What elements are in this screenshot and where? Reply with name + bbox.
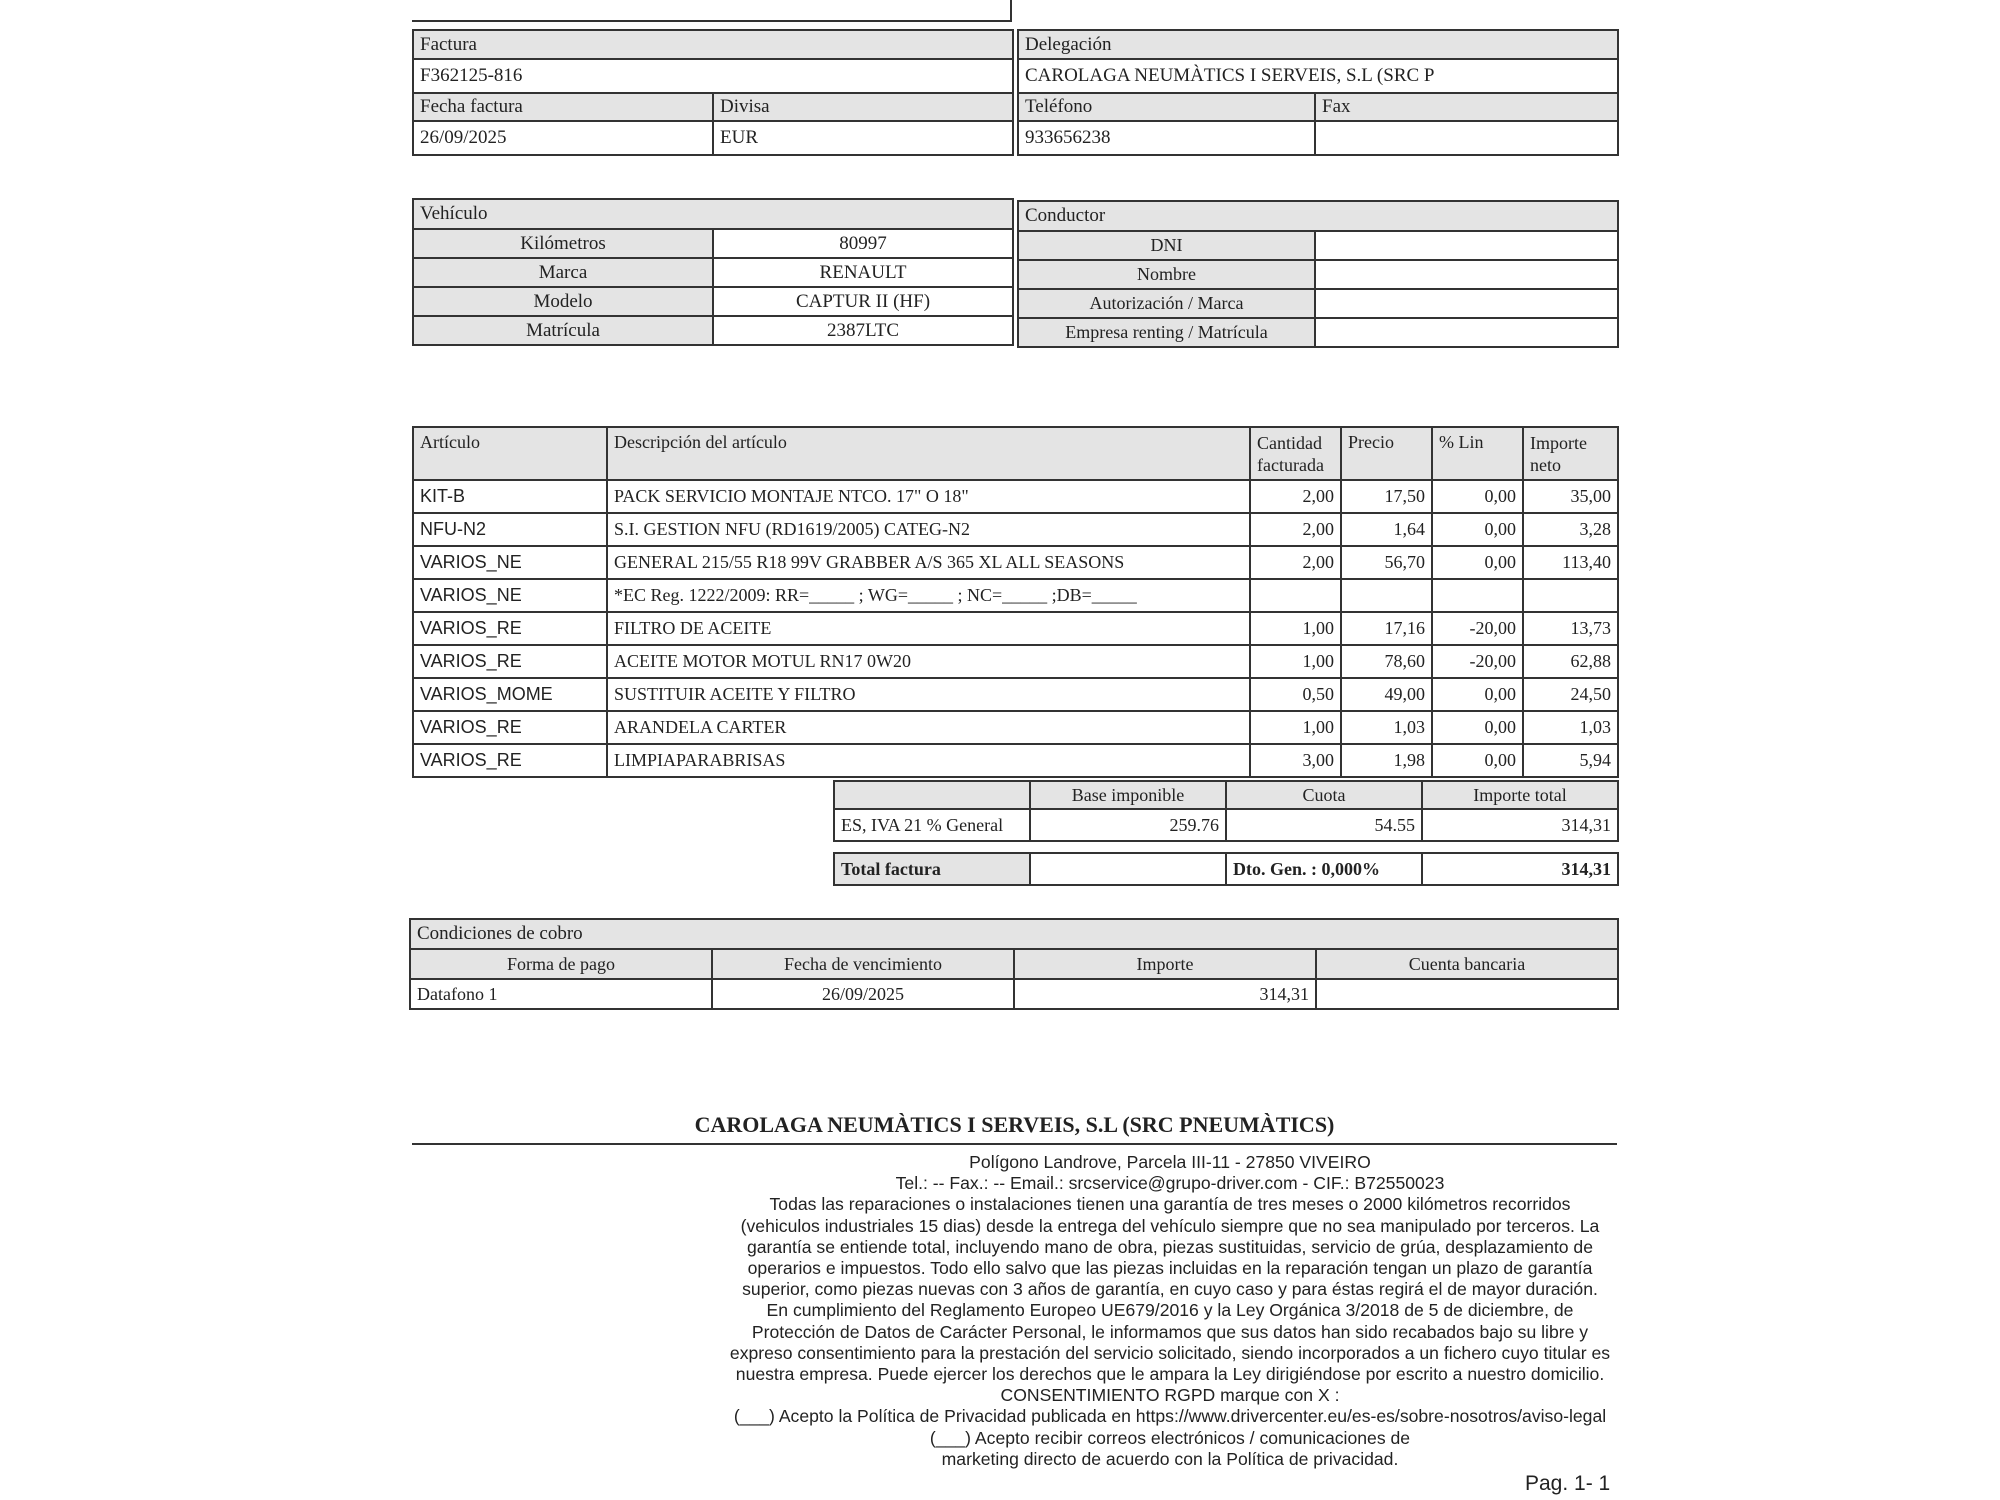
item-descripcion: PACK SERVICIO MONTAJE NTCO. 17" O 18" <box>607 480 1250 513</box>
item-dto: 0,00 <box>1432 513 1523 546</box>
item-articulo: VARIOS_NE <box>413 579 607 612</box>
legal-line: nuestra empresa. Puede ejercer los derechos que le ampara la Ley dirigiéndose por escrito a nuestro domicilio. <box>735 1364 1605 1385</box>
fecha-factura-label: Fecha factura <box>413 93 713 121</box>
header-importe-line2: neto <box>1530 455 1561 475</box>
total-factura-table <box>833 852 1619 886</box>
marca-label: Marca <box>413 258 713 287</box>
delegacion-label: Delegación <box>1018 30 1618 59</box>
item-dto <box>1432 579 1523 612</box>
fax-value <box>1315 121 1618 155</box>
legal-line: garantía se entiende total, incluyendo mano de obra, piezas sustituidas, servicio de grúa, desplazamiento de <box>746 1236 1593 1257</box>
cuenta-bancaria-value <box>1316 979 1618 1009</box>
table-row <box>413 744 1618 777</box>
item-descripcion: LIMPIAPARABRISAS <box>607 744 1250 777</box>
header-cantidad-line1: Cantidad <box>1257 433 1322 453</box>
base-imponible-value: 259.76 <box>1030 809 1226 841</box>
legal-line: (vehiculos industriales 15 dias) desde la entrega del vehículo siempre que no sea manipulado por terceros. La <box>740 1215 1600 1236</box>
fecha-factura-value: 26/09/2025 <box>413 121 713 155</box>
vehiculo-title: Vehículo <box>413 199 1013 229</box>
legal-text <box>715 1152 1625 1470</box>
legal-line: Todas las reparaciones o instalaciones tienen una garantía de tres meses o 2000 kilómetros recorridos <box>769 1194 1571 1215</box>
item-dto: 0,00 <box>1432 678 1523 711</box>
item-importe <box>1523 579 1618 612</box>
table-row <box>413 711 1618 744</box>
item-precio: 1,64 <box>1341 513 1432 546</box>
matricula-value: 2387LTC <box>713 316 1013 345</box>
item-precio: 17,50 <box>1341 480 1432 513</box>
item-importe: 5,94 <box>1523 744 1618 777</box>
tax-label: ES, IVA 21 % General <box>834 809 1030 841</box>
kilometros-value: 80997 <box>713 229 1013 258</box>
importe-total-label: Importe total <box>1422 781 1618 809</box>
item-importe: 1,03 <box>1523 711 1618 744</box>
forma-pago-value: Datafono 1 <box>410 979 712 1009</box>
cuota-value: 54.55 <box>1226 809 1422 841</box>
dni-label: DNI <box>1018 231 1315 260</box>
item-articulo: VARIOS_NE <box>413 546 607 579</box>
item-precio: 78,60 <box>1341 645 1432 678</box>
legal-line: marketing directo de acuerdo con la Política de privacidad. <box>941 1448 1399 1469</box>
header-cantidad <box>1250 427 1341 480</box>
item-precio: 1,98 <box>1341 744 1432 777</box>
invoice-header-table <box>412 29 1014 156</box>
cuenta-bancaria-header: Cuenta bancaria <box>1316 949 1618 979</box>
item-articulo: NFU-N2 <box>413 513 607 546</box>
divisa-label: Divisa <box>713 93 1013 121</box>
item-cantidad: 0,50 <box>1250 678 1341 711</box>
item-precio: 17,16 <box>1341 612 1432 645</box>
item-articulo: VARIOS_MOME <box>413 678 607 711</box>
legal-line: (___) Acepto recibir correos electrónicos / comunicaciones de <box>929 1427 1411 1448</box>
item-precio: 56,70 <box>1341 546 1432 579</box>
table-row <box>413 612 1618 645</box>
item-cantidad: 2,00 <box>1250 513 1341 546</box>
telefono-label: Teléfono <box>1018 93 1315 121</box>
totals-blank <box>834 781 1030 809</box>
table-row <box>413 480 1618 513</box>
table-row <box>413 513 1618 546</box>
item-importe: 24,50 <box>1523 678 1618 711</box>
nombre-label: Nombre <box>1018 260 1315 289</box>
item-articulo: VARIOS_RE <box>413 612 607 645</box>
item-importe: 3,28 <box>1523 513 1618 546</box>
items-header-row <box>413 427 1618 480</box>
delegacion-table <box>1017 29 1619 156</box>
fecha-vencimiento-value: 26/09/2025 <box>712 979 1014 1009</box>
table-row <box>413 678 1618 711</box>
item-articulo: KIT-B <box>413 480 607 513</box>
empresa-renting-value <box>1315 318 1618 347</box>
item-descripcion: ARANDELA CARTER <box>607 711 1250 744</box>
divisa-value: EUR <box>713 121 1013 155</box>
header-importe-line1: Importe <box>1530 433 1587 453</box>
nombre-value <box>1315 260 1618 289</box>
item-cantidad <box>1250 579 1341 612</box>
modelo-value: CAPTUR II (HF) <box>713 287 1013 316</box>
header-descripcion: Descripción del artículo <box>607 427 1250 480</box>
item-descripcion: GENERAL 215/55 R18 99V GRABBER A/S 365 XL ALL SEASONS <box>607 546 1250 579</box>
legal-line: superior, como piezas nuevas con 3 años de garantía, en cuyo caso y para éstas regirá el de mayor duración. <box>742 1279 1598 1300</box>
cobro-table <box>409 918 1619 1010</box>
legal-line: (___) Acepto la Política de Privacidad publicada en https://www.drivercenter.eu/es-es/sobre-nosotros/aviso-legal <box>733 1406 1607 1427</box>
legal-line: Protección de Datos de Carácter Personal, le informamos que sus datos han sido recabados bajo su libre y <box>751 1321 1589 1342</box>
conductor-table <box>1017 200 1619 348</box>
item-cantidad: 1,00 <box>1250 612 1341 645</box>
header-precio: Precio <box>1341 427 1432 480</box>
footer-company: CAROLAGA NEUMÀTICS I SERVEIS, S.L (SRC PNEUMÀTICS) <box>694 1112 1335 1137</box>
item-cantidad: 1,00 <box>1250 711 1341 744</box>
header-importe <box>1523 427 1618 480</box>
empresa-renting-label: Empresa renting / Matrícula <box>1018 318 1315 347</box>
cobro-title: Condiciones de cobro <box>410 919 1618 949</box>
item-cantidad: 3,00 <box>1250 744 1341 777</box>
legal-line: operarios e impuestos. Todo ello salvo que las piezas incluidas en la reparación tengan un plazo de garantía <box>747 1258 1593 1279</box>
cuota-label: Cuota <box>1226 781 1422 809</box>
kilometros-label: Kilómetros <box>413 229 713 258</box>
total-factura-blank <box>1030 853 1226 885</box>
item-importe: 62,88 <box>1523 645 1618 678</box>
item-descripcion: *EC Reg. 1222/2009: RR=_____ ; WG=_____ ; NC=_____ ;DB=_____ <box>607 579 1250 612</box>
total-factura-value: 314,31 <box>1422 853 1618 885</box>
item-dto: 0,00 <box>1432 546 1523 579</box>
table-row <box>413 579 1618 612</box>
item-descripcion: S.I. GESTION NFU (RD1619/2005) CATEG-N2 <box>607 513 1250 546</box>
item-articulo: VARIOS_RE <box>413 744 607 777</box>
header-dto: % Lin <box>1432 427 1523 480</box>
factura-number: F362125-816 <box>413 59 1013 93</box>
footer-rule <box>412 1143 1617 1145</box>
item-articulo: VARIOS_RE <box>413 645 607 678</box>
legal-line: Tel.: -- Fax.: -- Email.: srcservice@grupo-driver.com - CIF.: B72550023 <box>895 1173 1445 1194</box>
item-cantidad: 2,00 <box>1250 480 1341 513</box>
item-precio: 49,00 <box>1341 678 1432 711</box>
header-cantidad-line2: facturada <box>1257 455 1324 475</box>
forma-pago-header: Forma de pago <box>410 949 712 979</box>
legal-line: CONSENTIMIENTO RGPD marque con X : <box>1000 1385 1340 1406</box>
top-rule <box>412 20 1012 22</box>
legal-line: Polígono Landrove, Parcela III-11 - 27850 VIVEIRO <box>969 1152 1371 1172</box>
item-precio <box>1341 579 1432 612</box>
item-dto: 0,00 <box>1432 480 1523 513</box>
modelo-label: Modelo <box>413 287 713 316</box>
dto-gen: Dto. Gen. : 0,000% <box>1226 853 1422 885</box>
item-importe: 113,40 <box>1523 546 1618 579</box>
item-importe: 35,00 <box>1523 480 1618 513</box>
top-rule-end <box>1010 0 1012 22</box>
importe-header: Importe <box>1014 949 1316 979</box>
legal-line: En cumplimiento del Reglamento Europeo UE679/2016 y la Ley Orgánica 3/2018 de 5 de diciembre, de <box>766 1300 1574 1321</box>
item-dto: -20,00 <box>1432 645 1523 678</box>
item-cantidad: 2,00 <box>1250 546 1341 579</box>
autorizacion-value <box>1315 289 1618 318</box>
totals-table <box>833 780 1619 842</box>
importe-total-value: 314,31 <box>1422 809 1618 841</box>
factura-label: Factura <box>413 30 1013 59</box>
legal-line: expreso consentimiento para la prestación del servicio solicitado, siendo incorporados a un fichero cuyo titular es <box>729 1342 1611 1363</box>
item-dto: 0,00 <box>1432 711 1523 744</box>
vehiculo-table <box>412 198 1014 346</box>
item-dto: 0,00 <box>1432 744 1523 777</box>
item-cantidad: 1,00 <box>1250 645 1341 678</box>
fax-label: Fax <box>1315 93 1618 121</box>
importe-value: 314,31 <box>1014 979 1316 1009</box>
table-row <box>413 546 1618 579</box>
header-articulo: Artículo <box>413 427 607 480</box>
item-importe: 13,73 <box>1523 612 1618 645</box>
marca-value: RENAULT <box>713 258 1013 287</box>
telefono-value: 933656238 <box>1018 121 1315 155</box>
total-factura-label: Total factura <box>834 853 1030 885</box>
dni-value <box>1315 231 1618 260</box>
item-articulo: VARIOS_RE <box>413 711 607 744</box>
matricula-label: Matrícula <box>413 316 713 345</box>
page-number: Pag. 1- 1 <box>1525 1472 1611 1495</box>
item-descripcion: SUSTITUIR ACEITE Y FILTRO <box>607 678 1250 711</box>
table-row <box>413 645 1618 678</box>
autorizacion-label: Autorización / Marca <box>1018 289 1315 318</box>
item-precio: 1,03 <box>1341 711 1432 744</box>
delegacion-value: CAROLAGA NEUMÀTICS I SERVEIS, S.L (SRC P <box>1018 59 1618 93</box>
conductor-title: Conductor <box>1018 201 1618 231</box>
item-descripcion: FILTRO DE ACEITE <box>607 612 1250 645</box>
fecha-vencimiento-header: Fecha de vencimiento <box>712 949 1014 979</box>
item-dto: -20,00 <box>1432 612 1523 645</box>
items-table <box>412 426 1619 778</box>
base-imponible-label: Base imponible <box>1030 781 1226 809</box>
item-descripcion: ACEITE MOTOR MOTUL RN17 0W20 <box>607 645 1250 678</box>
